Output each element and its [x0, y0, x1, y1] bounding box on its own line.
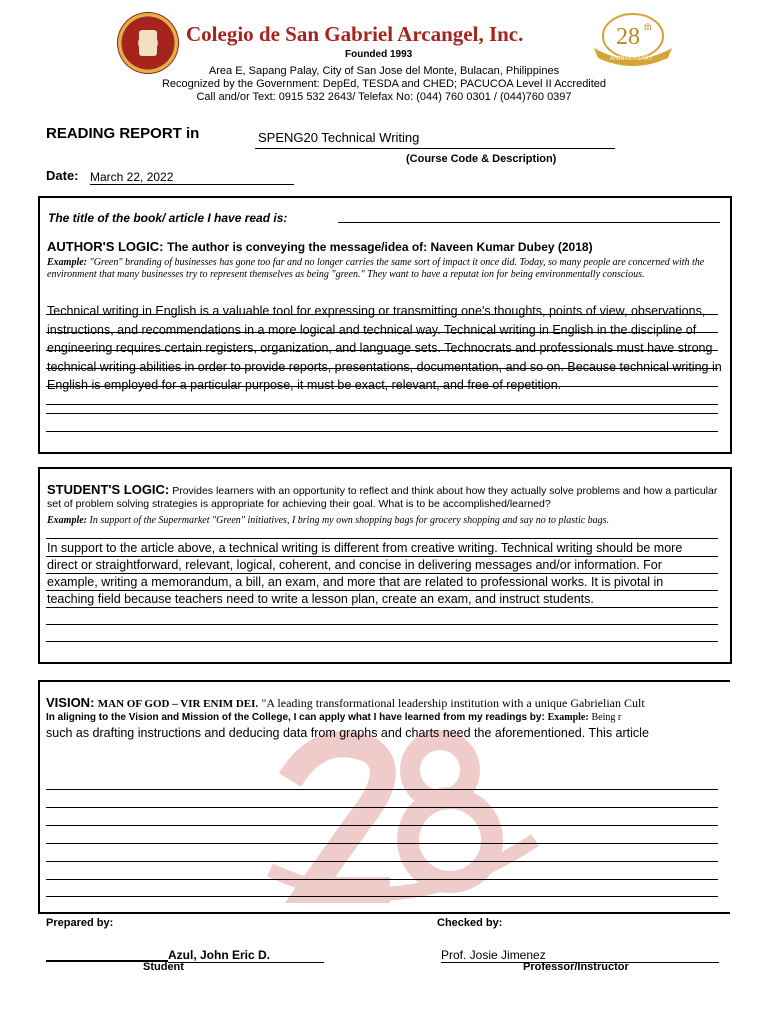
ruled-line — [46, 404, 718, 405]
ruled-line — [46, 641, 718, 642]
ruled-line — [46, 807, 718, 808]
college-name: Colegio de San Gabriel Arcangel, Inc. — [186, 22, 524, 46]
course-caption: (Course Code & Description) — [406, 153, 557, 165]
vision-heading — [46, 695, 645, 711]
vision-label: VISION: — [46, 695, 95, 710]
student-example-label: Example: — [47, 515, 87, 526]
seal-center-icon — [139, 30, 157, 56]
ruled-line — [46, 861, 718, 862]
ruled-line — [46, 413, 718, 414]
student-role-label: Student — [143, 961, 184, 973]
author-logic-prompt: The author is conveying the message/idea of: Naveen Kumar Dubey (2018) — [167, 240, 593, 254]
anniversary-label: ANNIVERSARY — [610, 56, 653, 62]
contact-line: Call and/or Text: 0915 532 2643/ Telefax No: (044) 760 0301 / (044)760 0397 — [196, 91, 572, 103]
report-title: READING REPORT in — [46, 125, 200, 142]
date-label: Date: — [46, 168, 79, 183]
ruled-line — [46, 538, 718, 539]
vision-statement: "A leading transformational leadership institution with a unique Gabrielian Cult — [261, 696, 645, 710]
ruled-line — [46, 879, 718, 880]
professor-role-label: Professor/Instructor — [523, 961, 629, 973]
book-title-label: The title of the book/ article I have read is: — [48, 211, 288, 225]
student-response-text[interactable]: In support to the article above, a technical writing is different from creative writing. Technical writing should be more direct or straightforward, relevant, logical, coherent, and concise in delivering messages and/or information. For example, writing a memorandum, a bill, an exam, and more that are related to professional works. It is pivotal in teaching field because teachers need to write a lesson plan, create an exam, and instruct students. — [47, 541, 683, 606]
author-logic-label: AUTHOR'S LOGIC: — [47, 239, 164, 254]
student-example — [47, 515, 723, 527]
course-code[interactable]: SPENG20 Technical Writing — [258, 130, 420, 145]
author-response-text[interactable]: Technical writing in English is a valuable tool for expressing or transmitting one's thoughts, points of view, observations, instructions, and recommendations in a more logical and technical way. Technical writing in English in the discipline of engineering requires certain registers, organization, and language sets. Technocrats and professionals must have strong technical writing abilities in order to provide reports, presentations, documentation, and so on. Because technical writing in English is employed for a particular purpose, it must be exact, relevant, and free of repetition. — [47, 304, 722, 392]
student-logic-label: STUDENT'S LOGIC: — [47, 482, 170, 497]
founded-year: Founded 1993 — [345, 49, 413, 60]
course-underline — [255, 148, 615, 149]
aligning-example-label: Example: — [547, 712, 589, 723]
student-logic-heading — [47, 483, 719, 511]
ruled-line — [46, 825, 718, 826]
anniversary-number: 28 — [616, 24, 640, 50]
author-example — [47, 257, 723, 281]
book-title-field[interactable] — [338, 222, 720, 223]
ruled-line — [46, 843, 718, 844]
checked-by-label: Checked by: — [437, 917, 503, 929]
anniversary-suffix: th — [644, 22, 652, 33]
vision-response-text[interactable]: such as drafting instructions and deducing data from graphs and charts need the aforementioned. This article — [46, 726, 649, 740]
aligning-text: In aligning to the Vision and Mission of the College, I can apply what I have learned from my readings by: — [46, 712, 545, 723]
ruled-line — [46, 624, 718, 625]
vision-motto: MAN OF GOD – VIR ENIM DEI. — [97, 698, 259, 710]
author-logic-heading — [47, 239, 593, 254]
student-logic-prompt: Provides learners with an opportunity to reflect and think about how they actually solve problems and how a particular set of problem solving strategies is appropriate for achieving their goal. What is to be accomplished/learned? — [47, 485, 718, 510]
ruled-line — [46, 431, 718, 432]
aligning-example-text: Being r — [591, 712, 622, 723]
ruled-line — [46, 789, 718, 790]
author-example-label: Example: — [47, 257, 87, 268]
student-name[interactable]: Azul, John Eric D. — [168, 948, 324, 963]
anniversary-badge-icon — [590, 10, 676, 66]
recognition-line: Recognized by the Government: DepEd, TESDA and CHED; PACUCOA Level II Accredited — [161, 78, 607, 90]
date-field[interactable]: March 22, 2022 — [90, 170, 294, 185]
professor-name[interactable]: Prof. Josie Jimenez — [441, 948, 719, 963]
ruled-line — [46, 896, 718, 897]
aligning-prompt — [46, 712, 621, 723]
prepared-by-label: Prepared by: — [46, 917, 114, 929]
anniversary-watermark-icon — [250, 720, 540, 920]
student-example-text: In support of the Supermarket "Green" initiatives, I bring my own shopping bags for grocery shopping and say no to plastic bags. — [89, 515, 610, 526]
author-example-text: "Green" branding of businesses has gone too far and no longer carries the same sort of impact it once did. Today, so many people are concerned with the environment that many businesses try to represent themselves as being "green." They want to have a reputat ion for being environmentally conscious. — [47, 257, 705, 280]
address-line: Area E, Sapang Palay, City of San Jose del Monte, Bulacan, Philippines — [208, 65, 560, 77]
